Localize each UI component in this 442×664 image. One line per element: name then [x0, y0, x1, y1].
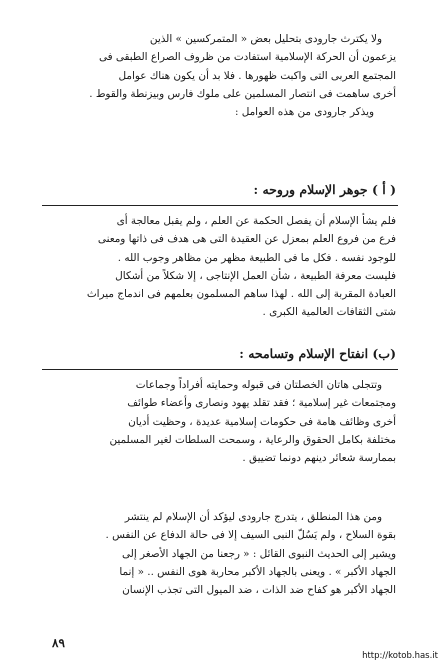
text-line: فلم يشأ الإسلام أن يفصل الحكمة عن العلم ، ولم يقبل معالجة أى [116, 215, 396, 227]
text-line: ومن هذا المنطلق ، يتدرج جارودى ليؤكد أن الإسلام لم ينتشر [124, 511, 382, 523]
text-line: الجهاد الأكبر » . ويعنى بالجهاد الأكبر محاربة هوى النفس .. « إنما [119, 565, 396, 578]
text-line: ولا يكترث جارودى بتحليل بعض « المتمركسين » الذين [149, 33, 382, 45]
text-line: ومجتمعات غير إسلامية ؛ فقد تقلد يهود ونصارى وأعضاء طوائف [127, 397, 396, 410]
section-b-body [46, 376, 396, 467]
text-line: ويشير إلى الحديث النبوى القائل : « رجعنا من الجهاد الأصغر إلى [122, 547, 396, 560]
text-line: وتتجلى هاتان الخصلتان فى قبوله وحمايته أفراداً وجماعات [135, 379, 382, 391]
page-number: ٨٩ [52, 636, 65, 650]
source-watermark: http://kotob.has.it [362, 651, 438, 661]
text-line: ويذكر جارودى من هذه العوامل : [234, 106, 374, 119]
text-line: يزعمون أن الحركة الإسلامية استفادت من ظروف الصراع الطبقى فى [98, 51, 396, 64]
section-b-jihad-paragraph [46, 508, 396, 599]
text-line: بممارسة شعائر دينهم دونما تضييق . [242, 452, 396, 465]
text-line: الجهاد الأكبر هو كفاح ضد الذات ، ضد الميول التى تجذب الإنسان [122, 584, 396, 597]
text-line: مختلفة بكامل الحقوق والرعاية ، وسمحت السلطات لغير المسلمين [109, 433, 396, 446]
paragraph-garaudy-intro [46, 30, 396, 121]
section-b-divider [42, 369, 398, 370]
text-line: فليست معرفة الطبيعة ، شأن العمل الإنتاجى ، إلا شكلاً من أشكال [115, 269, 396, 282]
section-a-divider [42, 205, 398, 206]
text-line: أخرى ساهمت فى انتصار المسلمين على ملوك فارس وبيزنطة والقوط . [89, 87, 396, 100]
text-line: المجتمع العربى التى واكبت ظهورها . فلا بد أن يكون هناك عوامل [118, 69, 396, 82]
text-line: فرع من فروع العلم بمعزل عن العقيدة التى هى هدف فى ذاتها ومعنى [97, 233, 396, 246]
section-a-body [46, 212, 396, 322]
text-line: العبادة المقربة إلى الله . لهذا ساهم المسلمون بعلمهم فى اندماج ميراث [86, 288, 396, 301]
section-a-heading: ( أ ) جوهر الإسلام وروحه : [253, 182, 396, 197]
text-line: للوجود نفسه . فكل ما فى الطبيعة مظهر من مظاهر وجوب الله . [117, 251, 396, 264]
section-b-heading: (ب) انفتاح الإسلام وتسامحه : [239, 346, 396, 361]
text-line: أخرى وظائف هامة فى حكومات إسلامية عديدة ، وحظيت أديان [128, 415, 396, 428]
text-line: شتى الثقافات العالمية الكبرى . [262, 306, 396, 319]
text-line: بقوة السلاح ، ولم يَسُلّ النبى السيف إلا فى حالة الدفاع عن النفس . [105, 529, 396, 542]
